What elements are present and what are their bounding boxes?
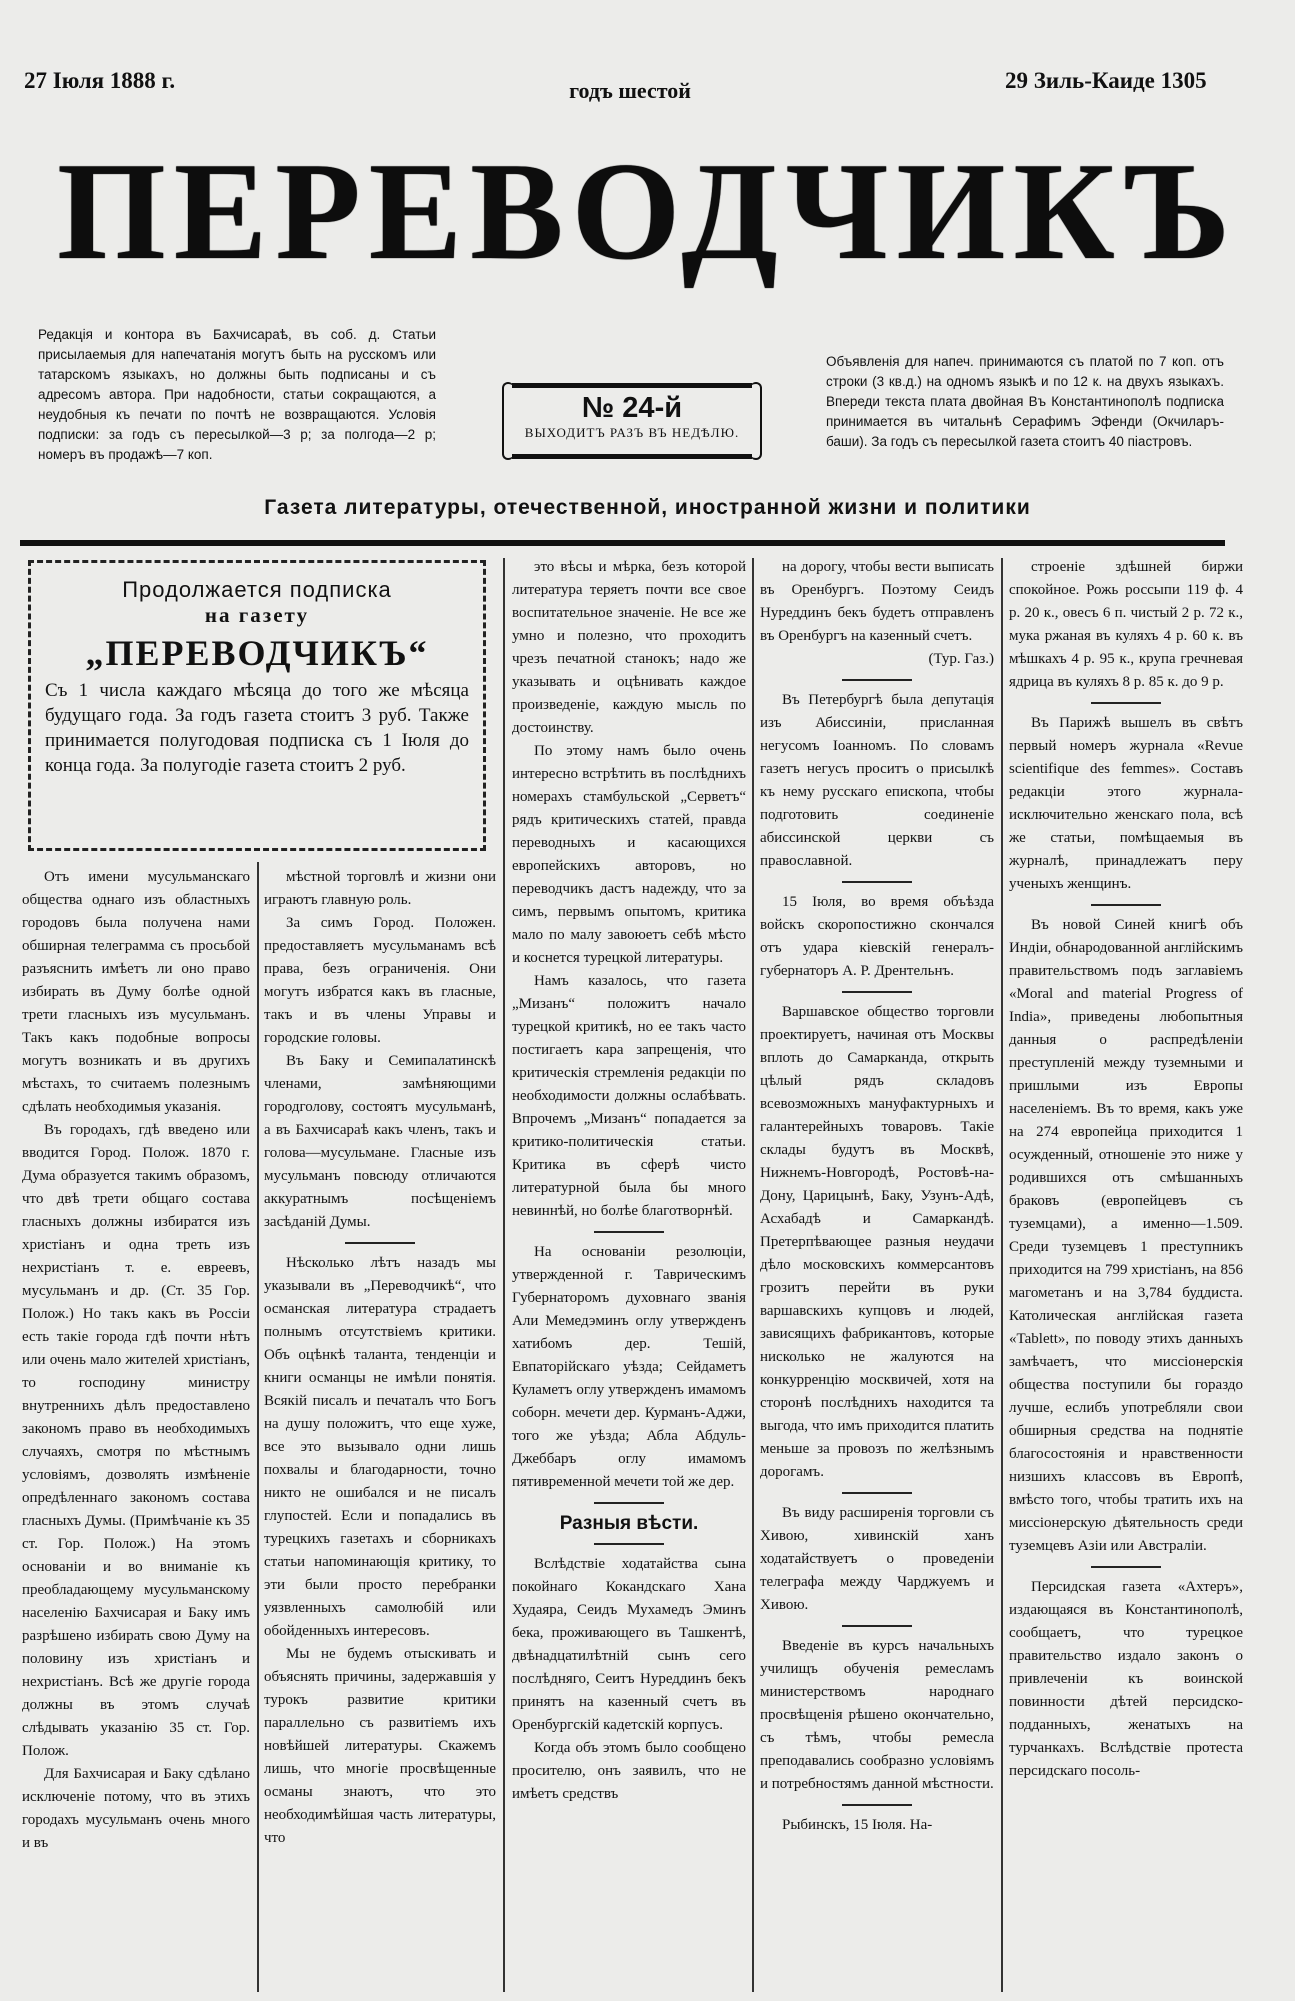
article-paragraph: Нѣсколько лѣтъ назадъ мы указывали въ „Переводчикѣ“, что османская литература страдаетъ полнымъ отсутствіемъ критики. Объ оцѣнкѣ таланта, тенденціи и книги османцы не имѣли понятія. Всякій писалъ и печаталъ что Богъ на душу положитъ, что еще хуже, все это вызывало одни лишь похвалы и благодарности, точно никто не ошибался и не писалъ глупостей. Если и попадались въ турецкихъ газетахъ и сборникахъ статьи напоминающія критику, то эти были просто перебранки уязвленныхъ самолюбій или обойденныхъ интересовъ. — [264, 1255, 496, 1639]
article-paragraph: строеніе здѣшней биржи спокойное. Рожь россыпи 119 ф. 4 р. 20 к., овесъ 6 п. чистый 2 р. 72 к., мука ржаная въ куляхъ 4 р. 60 к. въ мѣшкахъ 4 р. 95 к., крупа гречневая ядрица въ куляхъ 8 р. 85 к. до 9 р. — [1009, 559, 1243, 690]
article-paragraph: Мы не будемъ отыскивать и объяснять причины, задержавшія у турокъ развитие критики параллельно съ развитіемъ ихъ новѣйшей литературы. Скажемъ лишь, что многіе просвѣщенные османы знаютъ, что это необходимѣйшая часть литературы, что — [264, 1646, 496, 1846]
hijri-date: 29 Зиль-Каиде 1305 — [1005, 68, 1207, 93]
issue-number: № 24-й — [581, 392, 683, 424]
title-text: ПЕРЕВОДЧИКЪ — [56, 134, 1239, 289]
article-separator — [842, 881, 912, 883]
column-divider — [1001, 558, 1003, 1992]
article-paragraph: Персидская газета «Ахтеръ», издающаяся въ Константинополѣ, сообщаетъ, что турецкое правительство издало законъ о привлеченіи къ воинской повинности дѣтей персидско-подданныхъ, женатыхъ на турчанкахъ. Вслѣдствіе протеста персидскаго посоль- — [1009, 1579, 1243, 1779]
article-paragraph: Введеніе въ курсъ начальныхъ училищъ обученія ремесламъ министерствомъ народнаго просвѣщенія рѣшено окончательно, съ тѣмъ, чтобы ремесла преподавались сообразно условіямъ и потребностямъ данной мѣстности. — [760, 1638, 994, 1792]
article-paragraph: Для Бахчисарая и Баку сдѣлано исключеніе потому, что въ этихъ городахъ мусульманъ очень много и въ — [22, 1766, 250, 1851]
article-separator — [842, 1625, 912, 1627]
article-paragraph: Въ Баку и Семипалатинскѣ членами, замѣняющими городголову, состоятъ мусульманѣ, а въ Бахчисараѣ какъ членъ, такъ и голова—мусульмане. Гласные изъ мусульманъ повсюду отличаются аккуратнымъ посѣщеніемъ засѣданій Думы. — [264, 1053, 496, 1230]
article-paragraph: Въ виду расширенія торговли съ Хивою, хивинскій ханъ ходатайствуетъ о проведеніи телеграфа между Чарджуемъ и Хивою. — [760, 1505, 994, 1613]
masthead-rule — [20, 540, 1225, 546]
issue-date: 27 Іюля 1888 г. — [24, 68, 176, 93]
section-heading: Разныя вѣсти. — [559, 1513, 699, 1534]
article-separator — [594, 1231, 664, 1233]
subscription-notice — [28, 560, 486, 851]
publication-year: годъ шестой — [569, 78, 691, 103]
article-separator — [594, 1543, 664, 1545]
column-divider — [503, 558, 505, 1992]
article-separator — [1091, 904, 1161, 906]
article-paragraph: это вѣсы и мѣрка, безъ которой литература теряетъ почти все свое воспитательное значеніе. Не все же умно и полезно, что проходитъ чрезъ печатной станокъ; надо же указывать и оцѣнивать каждое произведеніе, каждую мысль по достоинству. — [512, 559, 746, 736]
advertising-info: Объявленія для напеч. принимаются съ платой по 7 коп. отъ строки (3 кв.д.) на одномъ языкѣ и по 12 к. на двухъ языкахъ. Впереди текста плата двойная Въ Константинополѣ подписка принимается въ читальнѣ Серафимъ Эфенди (Окчиларъ-баши). За годъ съ пересылкой газета стоитъ 40 піастровъ. — [826, 354, 1224, 449]
column-2 — [264, 866, 496, 1850]
article-separator — [842, 1804, 912, 1806]
publication-frequency: ВЫХОДИТЪ РАЗЪ ВЪ НЕДѢЛЮ. — [524, 425, 740, 440]
article-paragraph: Отъ имени мусульманскаго общества однаго изъ областныхъ городовъ была получена нами обширная телеграмма съ просьбой разъяснить имѣетъ ли оно право избирать въ Думу болѣе одной трети гласныхъ изъ мусульманъ. Такъ какъ подобные вопросы могутъ возникать и въ другихъ мѣстахъ, то считаемъ полезнымъ сдѣлать необходимыя указанія. — [22, 869, 250, 1115]
article-paragraph: Вслѣдствіе ходатайства сына покойнаго Кокандскаго Хана Худаяра, Сеидъ Мухамедъ Эминъ бека, проживающего въ Ташкентѣ, двѣнадцатилѣтній сынъ сего послѣдняго, Сеитъ Нуреддинъ бекъ принятъ на казенный счетъ въ Оренбургскій кадетскій корпусъ. — [512, 1556, 746, 1733]
subscription-subheading: на газету — [204, 603, 310, 627]
article-paragraph: По этому намъ было очень интересно встрѣтить въ послѣднихъ номерахъ стамбульской „Серветъ“ рядъ критическихъ статей, правда переводныхъ и касающихся европейскихъ авторовъ, но переводчикъ дастъ надежду, что за симъ, первымъ опытомъ, критика мало по малу завоюетъ себѣ мѣсто и коснется турецкой литературы. — [512, 743, 746, 966]
article-paragraph: Въ новой Синей книгѣ объ Индіи, обнародованной англійскимъ правительствомъ подъ заглавіемъ «Moral and material Progress of India», приведены любопытныя данныя о распредѣленіи преступленій между туземными и пришлыми изъ Европы населеніемъ. Въ то время, какъ уже на 274 европейца приходится 1 осужденный, отношеніе это ниже у родившихся отъ смѣшанныхъ браковъ (европейцевъ съ туземцами), а именно—1.509. Среди туземцевъ 1 преступникъ приходится на 799 христіанъ, на 856 магометанъ и на 3,784 буддиста. Католическая англійская газета «Tablett», по поводу этихъ данныхъ замѣчаетъ, что миссіонерскія общества поступили бы гораздо лучше, еслибъ употребляли свои обширныя средства на поднятіе благосостоянія и нравственности низшихъ классовъ въ Европѣ, вмѣсто того, чтобы тратить ихъ на миссіонерскую дѣятельность среди туземцевъ Азіи или Австраліи. — [1009, 917, 1243, 1554]
editorial-info: Редакція и контора въ Бахчисараѣ, въ соб. д. Статьи присылаемыя для напечатанія могутъ быть на русскомъ или татарскомъ языкахъ, но должны быть подписаны и съ адресомъ автора. При надобности, статьи сокращаются, а неудобныя къ печати по почтѣ не возвращаются. Условія подписки: за годъ съ пересылкой—3 р; за полгода—2 р; номеръ въ продажѣ—7 коп. — [38, 327, 436, 462]
article-paragraph: Рыбинскъ, 15 Іюля. На- — [782, 1817, 933, 1833]
column-divider — [257, 862, 259, 1992]
article-paragraph: Варшавское общество торговли проектируетъ, начиная отъ Москвы вплоть до Самарканда, открыть цѣлый рядъ складовъ всевозможныхъ мануфактурныхъ и галантерейныхъ товаровъ. Такіе склады будутъ въ Москвѣ, Нижнемъ-Новгородѣ, Ростовѣ-на-Дону, Царицынѣ, Баку, Узунъ-Адѣ, Асхабадѣ и Самаркандѣ. Претерпѣвающее разныя неудачи дѣло московскихъ коммерсантовъ грозитъ перейти въ руки варшавскихъ купцовъ и людей, зависящихъ фабрикантовъ, которые нисколько не жалуются на конкурренцію москвичей, хотя на сторонѣ послѣднихъ находится та выгода, что имъ приходится платить меньше за провозъ по желѣзнымъ дорогамъ. — [760, 1004, 994, 1480]
article-separator — [1091, 1566, 1161, 1568]
article-separator — [842, 679, 912, 681]
article-paragraph: Въ Парижѣ вышелъ въ свѣтъ первый номеръ журнала «Revue scientifique des femmes». Составъ редакціи этого журнала-исключительно женскаго пола, всѣ же статьи, помѣщаемыя въ журналѣ, принадлежатъ перу ученыхъ женщинъ. — [1009, 715, 1243, 892]
article-separator — [842, 991, 912, 993]
article-paragraph: на дорогу, чтобы вести выписать въ Оренбургъ. Поэтому Сеидъ Нуреддинъ бекъ будетъ отправленъ въ Оренбургъ на казенный счетъ. — [760, 559, 994, 644]
article-separator — [345, 1242, 415, 1244]
article-paragraph: 15 Іюля, во время объѣзда войскъ скоропостижно скончался отъ удара кіевскій генералъ-губернаторъ А. Р. Дрентельнъ. — [760, 894, 994, 979]
newspaper-subtitle: Газета литературы, отечественной, иностранной жизни и политики — [264, 496, 1031, 519]
column-divider — [752, 558, 754, 1992]
subscription-paper-name: „ПЕРЕВОДЧИКЪ“ — [85, 633, 429, 673]
article-paragraph: мѣстной торговлѣ и жизни они играютъ главную роль. — [264, 869, 496, 908]
article-paragraph: (Тур. Газ.) — [928, 651, 994, 667]
article-paragraph: Въ городахъ, гдѣ введено или вводится Город. Полож. 1870 г. Дума образуется такимъ образомъ, что двѣ трети общаго состава гласныхъ должны избиратся изъ христіанъ и одна треть изъ нехристіанъ т. е. евреевъ, мусульманъ и др. (Ст. 35 Гор. Полож.) Но такъ какъ въ Россіи есть такіе города гдѣ почти нѣтъ или очень мало жителей христіанъ, то господину министру внутреннихъ дѣлъ предоставлено закономъ право въ необходимыхъ случаяхъ, смотря по мѣстнымъ условіямъ, дозволять измѣненіе опредѣленнаго закономъ состава гласныхъ Думы. (Примѣчаніе къ 35 ст. Гор. Полож.) На этомъ основаніи и во вниманіе къ преобладающему мусульманскому населенію Бахчисарая и Баку имъ разрѣшено избирать свою Думу на половину изъ христіанъ и нехристіанъ. Всѣ же другіе города должны въ этомъ случаѣ слѣдывать указанію 35 ст. Гор. Полож. — [22, 1122, 250, 1759]
newspaper-title — [0, 122, 1295, 302]
issue-number-box — [512, 383, 752, 459]
article-paragraph: Когда объ этомъ было сообщено просителю, онъ заявилъ, что не имѣетъ средствъ — [512, 1740, 746, 1802]
column-4 — [760, 556, 994, 1837]
column-5 — [1009, 556, 1243, 1783]
article-separator — [594, 1502, 664, 1504]
article-separator — [1091, 702, 1161, 704]
article-paragraph: За симъ Город. Положен. предоставляетъ мусульманамъ всѣ права, безъ ограниченія. Они могутъ избратся какъ въ гласные, такъ и въ члены Управы и городские головы. — [264, 915, 496, 1046]
subscription-terms: Съ 1 числа каждаго мѣсяца до того же мѣсяца будущаго года. За годъ газета стоитъ 3 руб. Также принимается полугодовая подписка съ 1 Іюля до конца года. За полугодіе газета стоитъ 2 руб. — [45, 680, 469, 776]
subscription-heading: Продолжается подписка — [122, 577, 392, 602]
column-3 — [512, 556, 746, 1806]
article-paragraph: Въ Петербургѣ была депутація изъ Абиссиніи, присланная негусомъ Іоанномъ. По словамъ газетъ негусъ проситъ о присылкѣ къ нему русскаго епископа, чтобы подготовить соединеніе абиссинской церкви съ православной. — [760, 692, 994, 869]
article-separator — [842, 1492, 912, 1494]
article-paragraph: Намъ казалось, что газета „Мизанъ“ положитъ начало турецкой критикѣ, но ее такъ часто постигаетъ кара запрещенія, что критическія стремленія редакціи по необходимости должны ослабѣвать. Впрочемъ „Мизанъ“ попадается за критико-политическія статьи. Критика въ сферѣ чисто литературной была бы много невиннѣй, но болѣе благотворнѣй. — [512, 973, 746, 1219]
column-1 — [22, 866, 250, 1855]
article-paragraph: На основаніи резолюціи, утвержденной г. Таврическимъ Губернаторомъ духовнаго званія Али Мемедэминъ оглу утвержденъ хатибомъ дер. Тешій, Евпаторійскаго уѣзда; Сейдаметъ Куламетъ оглу утвержденъ имамомъ соборн. мечети дер. Курманъ-Аджи, того же уѣзда; Абла Абдуль-Джеббаръ оглу имамомъ пятивременной мечети той же дер. — [512, 1244, 746, 1490]
